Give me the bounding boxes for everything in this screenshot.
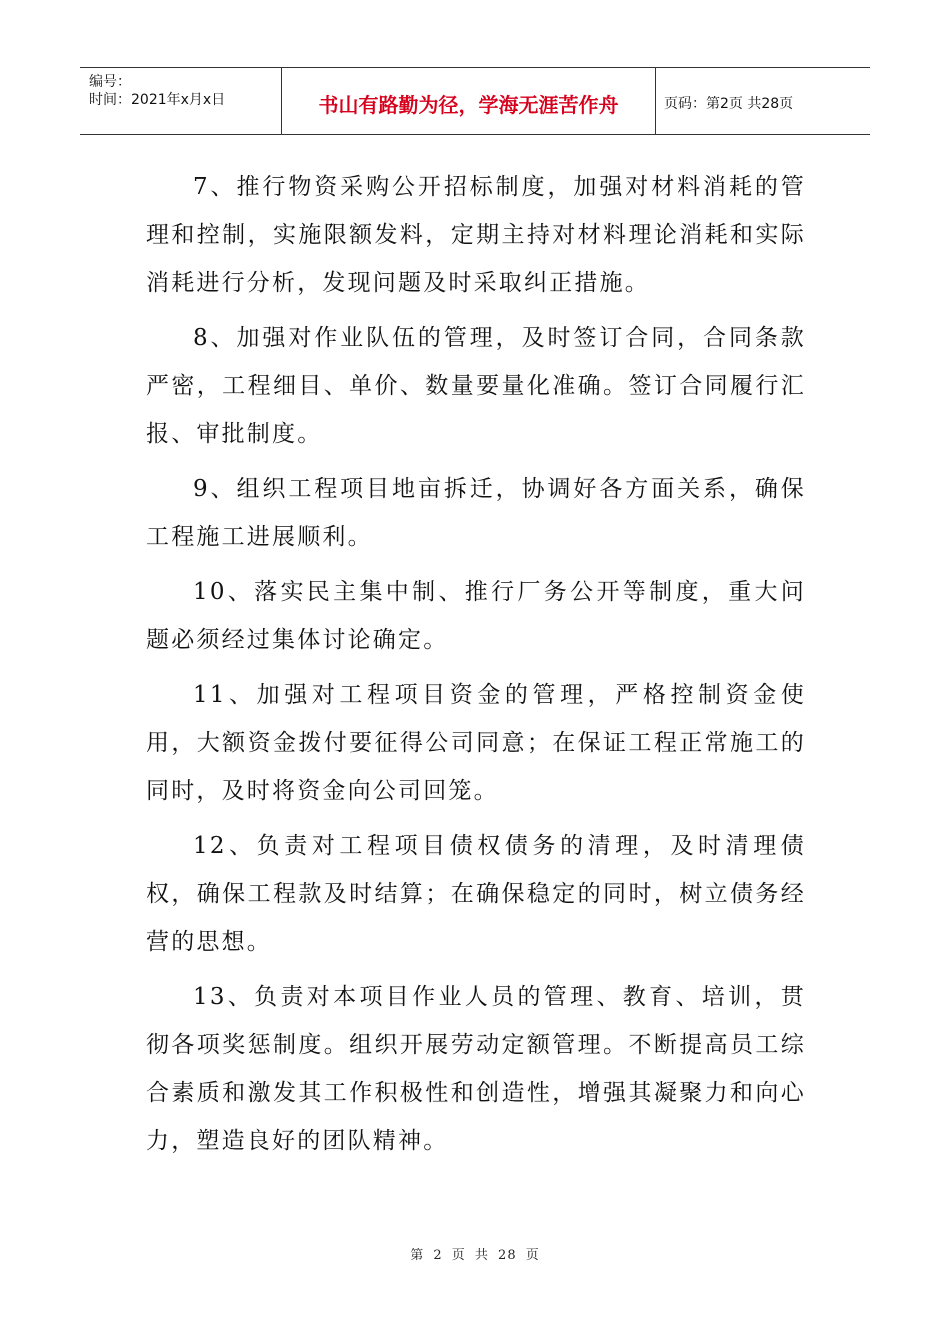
paragraph-8: 8、加强对作业队伍的管理，及时签订合同，合同条款严密，工程细目、单价、数量要量化准确。签订合同履行汇报、审批制度。: [146, 325, 806, 447]
header-page-info: 页码：第2页 共28页: [664, 96, 794, 112]
header-motto: 书山有路勤为径，学海无涯苦作舟: [282, 68, 656, 134]
paragraph-11: 11、加强对工程项目资金的管理，严格控制资金使用，大额资金拨付要征得公司同意；在保证工程正常施工的同时，及时将资金向公司回笼。: [146, 682, 806, 804]
paragraph-7: 7、推行物资采购公开招标制度，加强对材料消耗的管理和控制，实施限额发料，定期主持对材料理论消耗和实际消耗进行分析，发现问题及时采取纠正措施。: [146, 174, 806, 296]
document-number-label: 编号：: [89, 74, 131, 90]
paragraph-9: 9、组织工程项目地亩拆迁，协调好各方面关系，确保工程施工进展顺利。: [146, 476, 806, 550]
page-footer: 第 2 页 共 28 页: [410, 1248, 540, 1263]
paragraph-13: 13、负责对本项目作业人员的管理、教育、培训，贯彻各项奖惩制度。组织开展劳动定额管理。不断提高员工综合素质和激发其工作积极性和创造性，增强其凝聚力和向心力，塑造良好的团队精神。: [146, 984, 806, 1154]
page-header: [80, 67, 870, 135]
paragraph-10: 10、落实民主集中制、推行厂务公开等制度，重大问题必须经过集体讨论确定。: [146, 579, 806, 653]
paragraph-12: 12、负责对工程项目债权债务的清理，及时清理债权，确保工程款及时结算；在确保稳定的同时，树立债务经营的思想。: [146, 833, 806, 955]
header-meta: [80, 68, 282, 134]
document-time-label: 时间：2021年x月x日: [89, 92, 226, 108]
document-body: [146, 163, 806, 1172]
